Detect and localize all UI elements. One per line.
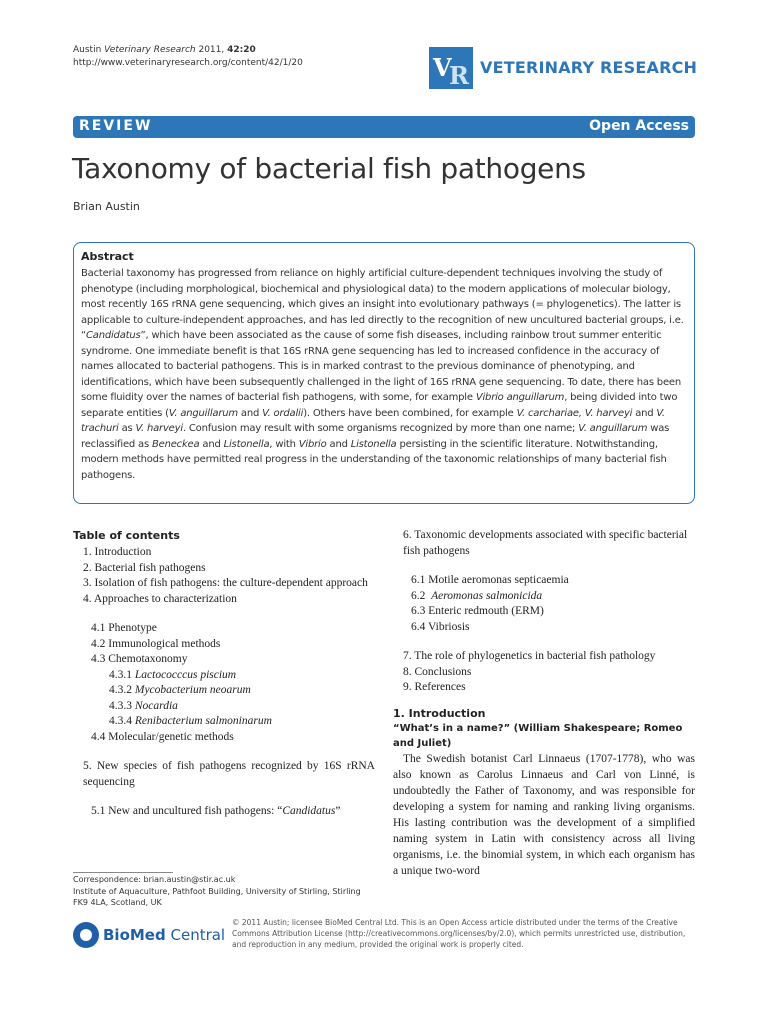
abstract-seg: . Confusion may result with some organisms recognized by more than one name; [182,423,579,434]
toc-item[interactable] [73,683,375,699]
abstract-seg: Bacterial taxonomy has progressed from reliance on highly artificial culture-dependent techniques involving the study of phenotype (including morphological, biochemical and physiological data) to the modern applications of molecular biology, most recently 16S rRNA gene sequencing, which gives an insight into evolutionary pathways (= phylogenetics). The latter is applicable to culture-independent approaches, and has led directly to the recognition of new uncultured bacterial groups, i.e. “ [81,268,684,341]
article-type-band [73,116,695,138]
abstract-seg: was reclassified as [81,423,670,450]
citation-author: Austin [73,45,102,55]
abstract-seg: ). Others have been combined, for example [303,407,517,419]
toc-taxon: Renibacterium salmoninarum [134,715,272,727]
biomed-logo-icon [73,922,99,948]
abstract-box [73,242,695,504]
toc-text: ” [335,805,341,817]
abstract-seg-italic: Listonella [223,438,270,450]
journal-name: VETERINARY RESEARCH [480,58,698,77]
journal-logo [429,47,473,89]
citation-line [73,44,256,57]
toc-item[interactable]: 9. References [403,681,466,693]
abstract-seg-italic: V. anguillarum [578,423,648,434]
abstract-seg: and [632,407,657,419]
toc-item[interactable]: 7. The role of phylogenetics in bacterial fish pathology [403,650,656,662]
abstract-seg-italic: Candidatus [85,330,141,341]
affiliation: Institute of Aquaculture, Pathfoot Building, University of Stirling, Stirling FK9 4LA, Scotland, UK [73,886,361,907]
logo-text: Central [165,926,226,944]
toc-number: 4.3.2 [109,684,132,696]
abstract-seg: and [237,407,263,419]
logo-text-bold: BioMed [103,926,166,944]
toc-taxon: Lactococccus piscium [134,668,237,681]
intro-paragraph: The Swedish botanist Carl Linnaeus (1707-1778), who was also known as Carolus Linnaeus and Carl von Linné, is undoubtedly the Father of Taxonomy, and was responsible for developing a system for naming and ranking living organisms. His lasting contribution was the development of a simplified naming system in Latin with consistency across all living organisms, i.e. the binomial system, in which each organism has a unique two-word [393,752,695,877]
toc-item[interactable]: 6. Taxonomic developments associated with specific bacterial fish pathogens [403,529,688,557]
toc-item[interactable] [73,804,375,820]
toc-taxon: Mycobacterium neoarum [134,684,251,696]
citation-year: 2011, [198,45,225,55]
toc-item[interactable]: 4.1 Phenotype [91,622,157,634]
toc-item[interactable]: 4.3 Chemotaxonomy [91,653,188,665]
toc-item[interactable] [73,699,375,715]
toc-number: 4.3.3 [109,699,132,712]
abstract-seg: , being divided into two separate entities ( [81,392,678,419]
abstract-seg: as [118,423,136,434]
abstract-seg: ”, which have been associated as the cause of some fish diseases, including rainbow trout summer enteritic syndrome. One immediate benefit is that 16S rRNA gene sequencing has led to increased confidence in the accuracy of names allocated to bacterial pathogens. This is in marked contrast to the previous dominance of phenotyping, and identifications, which have been subsequently challenged in the light of 16S rRNA gene sequencing. To date, there has been some fluidity over the names of bacterial fish pathogens, with some, for example [81,330,681,403]
toc-item[interactable]: 6.3 Enteric redmouth (ERM) [411,605,544,617]
toc-number: 6.2 [411,589,426,602]
abstract-seg-italic: V. harveyi [135,423,183,434]
toc-number: 4.3.1 [109,668,132,681]
open-access-label: Open Access [589,118,689,134]
license-text: © 2011 Austin; licensee BioMed Central Ltd. This is an Open Access article distributed under the terms of the Creative Commons Attribution License (http://creativecommons.org/licenses/by/2.0), which permits unrestricted use, distribution, and reproduction in any medium, provided the original work is properly cited. [232,918,686,949]
toc-item[interactable]: 6.1 Motile aeromonas septicaemia [411,574,569,586]
article-author: Brian Austin [73,200,140,213]
article-url[interactable]: http://www.veterinaryresearch.org/content/42/1/20 [73,58,303,68]
toc-heading: Table of contents [73,529,180,542]
abstract-seg: persisting in the scientific literature. Notwithstanding, modern methods have permitted real progress in the understanding of the taxonomic relationships of many bacterial fish pathogens. [81,438,667,481]
toc-item[interactable]: 4.2 Immunological methods [91,637,221,650]
section-heading: 1. Introduction [393,706,486,720]
toc-item[interactable]: 1. Introduction [83,546,152,558]
toc-taxon: Candidatus [282,805,336,817]
toc-item[interactable]: 8. Conclusions [403,665,472,678]
biomed-central-logo [73,922,226,952]
toc-item[interactable]: 6.4 Vibriosis [411,620,470,633]
toc-item[interactable] [73,714,375,730]
article-type-label: REVIEW [79,118,153,134]
toc-number: 4.3.4 [109,715,132,727]
journal-logo-r: R [449,61,469,90]
abstract-seg-italic: V. carchariae, V. harveyi [516,407,633,419]
toc-item[interactable]: 4. Approaches to characterization [83,592,237,605]
right-column [393,528,695,879]
abstract-text [81,266,687,483]
abstract-seg-italic: Vibrio [298,438,327,450]
article-title: Taxonomy of bacterial fish pathogens [72,152,586,185]
toc-item[interactable]: 2. Bacterial fish pathogens [83,561,206,574]
toc-left-column [73,528,375,820]
abstract-seg-italic: V. ordalii [262,407,304,419]
toc-item[interactable]: 5. New species of fish pathogens recognized by 16S rRNA sequencing [83,760,375,788]
correspondence-footnote [73,874,378,909]
toc-item[interactable] [73,668,375,684]
abstract-seg: and [199,438,224,450]
toc-item[interactable]: 3. Isolation of fish pathogens: the culture-dependent approach [83,577,368,589]
toc-item[interactable] [393,589,695,605]
abstract-seg-italic: Beneckea [151,438,200,450]
epigraph: “What’s in a name?” (William Shakespeare; Romeo and Juliet) [393,722,683,749]
abstract-seg-italic: Vibrio anguillarum [475,392,565,403]
abstract-seg-italic: Listonella [350,438,397,450]
citation-volume: 42 [227,45,240,55]
toc-text: 5.1 New and uncultured fish pathogens: “ [91,805,283,817]
toc-item[interactable]: 4.4 Molecular/genetic methods [91,730,234,743]
abstract-heading: Abstract [81,250,134,263]
toc-taxon: Aeromonas salmonicida [431,589,543,602]
journal-logo-v: V [433,53,452,82]
abstract-seg-italic: V. trachuri [81,407,665,434]
abstract-seg: , with [269,438,299,450]
citation-article: :20 [239,45,256,55]
correspondence-email: Correspondence: brian.austin@stir.ac.uk [73,875,236,884]
citation-journal: Veterinary Research [104,45,196,55]
abstract-seg-italic: V. anguillarum [168,407,238,419]
footnote-rule [73,872,173,873]
abstract-seg: and [326,438,351,450]
toc-taxon: Nocardia [134,699,178,712]
